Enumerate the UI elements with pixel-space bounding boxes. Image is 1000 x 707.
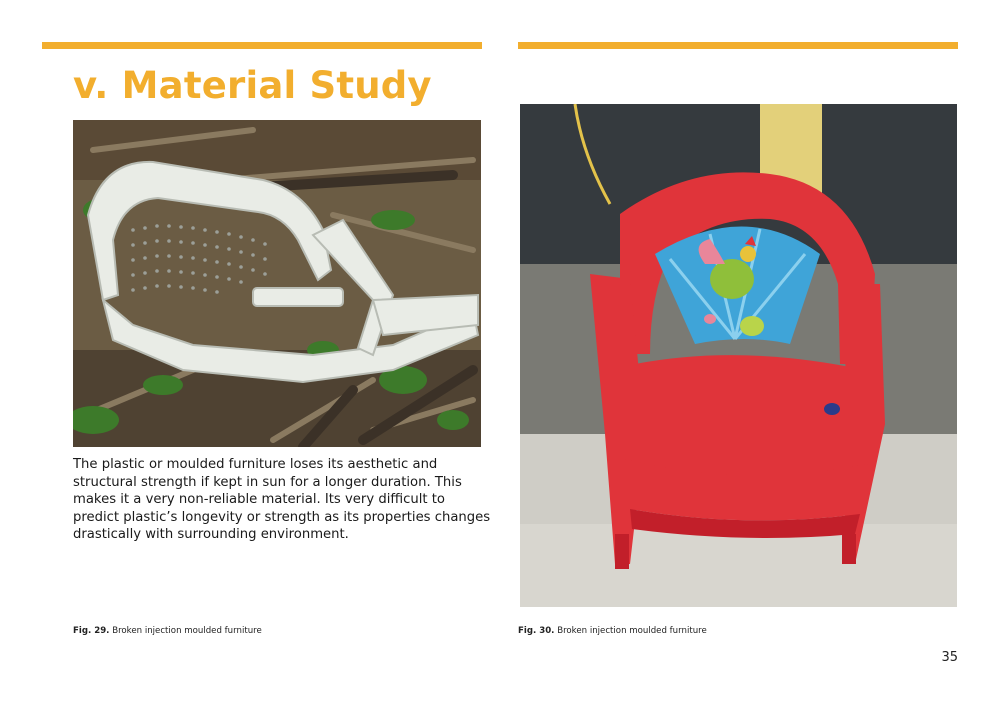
figure-29-caption	[73, 626, 262, 636]
body-paragraph: The plastic or moulded furniture loses its aesthetic and structural strength if kept in sun for a longer duration. This makes it a very non-reliable material. Its very difficult to predict plastic’s longevity or strength as its properties changes drastically with surrounding environment.	[73, 457, 491, 542]
figure-30-caption-text: Broken injection moulded furniture	[557, 626, 707, 636]
page-number: 35	[941, 650, 958, 665]
top-rule-left	[42, 42, 482, 49]
figure-29-image	[73, 120, 481, 447]
figure-30-label: Fig. 30.	[518, 626, 555, 636]
figure-30-caption	[518, 626, 707, 636]
top-rule-right	[518, 42, 958, 49]
figure-29-caption-text: Broken injection moulded furniture	[112, 626, 262, 636]
section-title: v. Material Study	[73, 64, 432, 107]
figure-29-label: Fig. 29.	[73, 626, 110, 636]
figure-30-image	[520, 104, 957, 607]
